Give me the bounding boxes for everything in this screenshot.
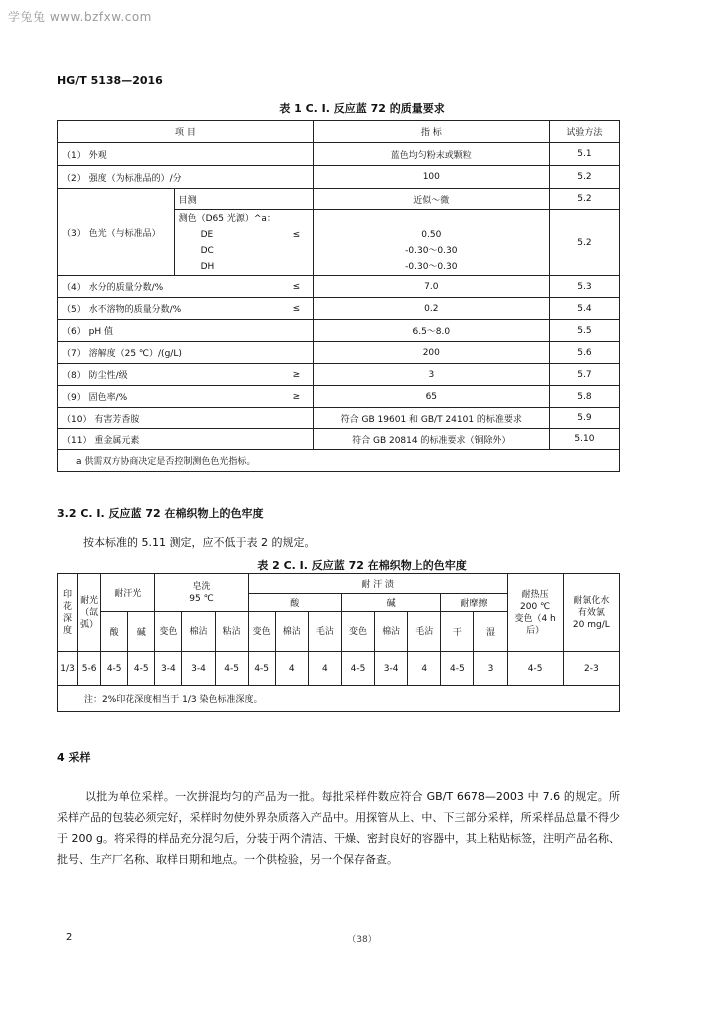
row-method: 5.9 — [549, 408, 619, 429]
table-row — [58, 298, 620, 320]
row-method: 5.1 — [549, 143, 619, 166]
row-method: 5.2 — [549, 166, 619, 189]
row-no: （3） — [62, 228, 86, 239]
shade-op: ≤ — [292, 229, 301, 240]
table2-header-row-1 — [58, 574, 620, 594]
shade-measure-method: 5.2 — [549, 210, 619, 276]
header-wash-stain-viscose: 粘沾 — [215, 612, 248, 652]
table1-header-row — [58, 121, 620, 143]
row-spec: 6.5～8.0 — [313, 320, 549, 342]
cell-value: 3 — [474, 652, 507, 686]
cell-value: 4 — [275, 652, 308, 686]
cell-value: 3-4 — [182, 652, 215, 686]
header-spec: 指 标 — [313, 121, 549, 143]
cell-value: 4-5 — [128, 652, 155, 686]
table-row — [58, 408, 620, 429]
table-row — [58, 166, 620, 189]
table-row — [58, 276, 620, 298]
row-spec: 0.2 — [313, 298, 549, 320]
row-no: （9） — [62, 393, 86, 403]
header-item: 项 目 — [58, 121, 314, 143]
cell-value: 4-5 — [215, 652, 248, 686]
header-alkali-change: 变色 — [341, 612, 374, 652]
header-acid-stain-cotton: 棉沾 — [275, 612, 308, 652]
row-item: 有害芳香胺 — [94, 414, 140, 425]
table-row — [58, 364, 620, 386]
table-row — [58, 320, 620, 342]
row-method: 5.4 — [549, 298, 619, 320]
shade-visual-method: 5.2 — [549, 189, 619, 210]
cell-value: 4-5 — [101, 652, 128, 686]
header-perspiration-acid: 酸 — [248, 594, 341, 612]
row-item: pH 值 — [88, 327, 113, 337]
cell-value: 2-3 — [563, 652, 619, 686]
table-row — [58, 386, 620, 408]
cell-value: 4-5 — [441, 652, 474, 686]
row-op: ≥ — [280, 364, 313, 386]
row-spec: 蓝色均匀粉末或颗粒 — [313, 143, 549, 166]
row-no: （10） — [62, 414, 92, 425]
cell-value: 4-5 — [248, 652, 275, 686]
table-row — [58, 143, 620, 166]
row-spec: 3 — [313, 364, 549, 386]
row-method: 5.8 — [549, 386, 619, 408]
header-alkali: 碱 — [128, 612, 155, 652]
cell-value: 4-5 — [341, 652, 374, 686]
row-spec: 65 — [313, 386, 549, 408]
shade-visual-spec: 近似～微 — [313, 189, 549, 210]
header-sweat-light: 耐汗光 — [101, 574, 155, 612]
cell-value: 3-4 — [155, 652, 182, 686]
row-no: （8） — [62, 371, 86, 381]
color-fastness-table — [57, 573, 620, 712]
shade-visual-row — [58, 189, 620, 210]
row-item: 外观 — [88, 150, 107, 161]
row-method: 5.5 — [549, 320, 619, 342]
row-no: （5） — [62, 305, 86, 315]
row-item: 水不溶物的质量分数/% — [88, 305, 182, 315]
header-wash-stain-cotton: 棉沾 — [182, 612, 215, 652]
shade-dc-label: DC — [200, 245, 214, 256]
header-acid-stain-wool: 毛沾 — [308, 612, 341, 652]
header-chlorine: 耐氯化水 有效氯 20 mg/L — [563, 574, 619, 652]
table2-caption: 表 2 C. I. 反应蓝 72 在棉织物上的色牢度 — [257, 559, 467, 572]
row-item: 重金属元素 — [94, 435, 140, 446]
row-method: 5.6 — [549, 342, 619, 364]
section-3-2-text: 按本标准的 5.11 测定，应不低于表 2 的规定。 — [83, 536, 316, 549]
cell-value: 4-5 — [507, 652, 563, 686]
header-alkali-stain-cotton: 棉沾 — [375, 612, 408, 652]
table1-footnote-row — [58, 450, 620, 472]
row-spec: 100 — [313, 166, 549, 189]
row-item: 防尘性/级 — [88, 371, 128, 381]
header-rub-dry: 干 — [441, 612, 474, 652]
table1-caption: 表 1 C. I. 反应蓝 72 的质量要求 — [279, 102, 445, 115]
row-method: 5.7 — [549, 364, 619, 386]
watermark: 学兔兔 www.bzfxw.com — [8, 10, 152, 24]
header-wash: 皂洗 95 ℃ — [155, 574, 248, 612]
cell-value: 3-4 — [375, 652, 408, 686]
row-item: 强度（为标准品的）/分 — [88, 173, 182, 184]
shade-de-spec: 0.50 — [421, 229, 442, 240]
standard-number: HG/T 5138—2016 — [57, 74, 163, 87]
table1-footnote: a 供需双方协商决定是否控制测色色光指标。 — [58, 450, 620, 472]
header-alkali-stain-wool: 毛沾 — [408, 612, 441, 652]
row-no: （1） — [62, 150, 86, 161]
row-no: （4） — [62, 283, 86, 293]
row-no: （7） — [62, 349, 86, 359]
table-row — [58, 342, 620, 364]
header-print-depth: 印花深度 — [58, 574, 78, 652]
shade-dc-spec: -0.30～0.30 — [405, 245, 458, 256]
row-op: ≤ — [280, 276, 313, 298]
table-row — [58, 429, 620, 450]
table2-note-row — [58, 686, 620, 712]
row-spec: 200 — [313, 342, 549, 364]
row-op: ≤ — [280, 298, 313, 320]
row-item: 溶解度（25 ℃）/(g/L) — [88, 349, 182, 359]
table2-values-row — [58, 652, 620, 686]
header-acid: 酸 — [101, 612, 128, 652]
header-rub-wet: 湿 — [474, 612, 507, 652]
row-spec: 7.0 — [313, 276, 549, 298]
footer-center: （38） — [347, 935, 377, 945]
shade-visual-label: 目测 — [174, 189, 313, 210]
header-wash-change: 变色 — [155, 612, 182, 652]
header-perspiration-alkali: 碱 — [341, 594, 440, 612]
header-method: 试验方法 — [549, 121, 619, 143]
cell-value: 4 — [408, 652, 441, 686]
cell-value: 1/3 — [58, 652, 78, 686]
header-hot-press: 耐热压 200 ℃ 变色（4 h 后） — [507, 574, 563, 652]
table2-note: 注：2%印花深度相当于 1/3 染色标准深度。 — [58, 686, 620, 712]
cell-value: 5-6 — [78, 652, 101, 686]
row-no: （6） — [62, 327, 86, 337]
row-method: 5.3 — [549, 276, 619, 298]
header-rub: 耐摩擦 — [441, 594, 507, 612]
section-4-heading: 4 采样 — [57, 751, 91, 764]
shade-measure-label: 测色（D65 光源）^a： — [178, 213, 276, 224]
quality-requirements-table — [57, 120, 620, 472]
shade-dh-spec: -0.30～0.30 — [405, 261, 458, 272]
shade-de-label: DE — [200, 229, 214, 240]
row-item: 色光（与标准品） — [88, 228, 161, 239]
row-spec: 符合 GB 20814 的标准要求（铜除外） — [313, 429, 549, 450]
row-no: （11） — [62, 435, 92, 446]
row-item: 固色率/% — [88, 393, 128, 403]
row-op: ≥ — [280, 386, 313, 408]
shade-dh-label: DH — [200, 261, 215, 272]
cell-value: 4 — [308, 652, 341, 686]
section-4-body: 以批为单位采样。一次拼混均匀的产品为一批。每批采样件数应符合 GB/T 6678—2003 中 7.6 的规定。所采样产品的包装必须完好，采样时勿使外界杂质落入产品中。用探管从上、中、下三部分采样，所采样品总量不得少于 200 g。将采得的样品充分混匀后，分装于两个清洁、干燥、密封良好的容器中，其上粘贴标签，注明产品名称、批号、生产厂名称、取样日期和地点。一个供检验，另一个保存备查。 — [57, 790, 620, 866]
page-number: 2 — [66, 932, 73, 943]
row-spec: 符合 GB 19601 和 GB/T 24101 的标准要求 — [313, 408, 549, 429]
header-perspiration: 耐 汗 渍 — [248, 574, 507, 594]
row-method: 5.10 — [549, 429, 619, 450]
section-3-2-heading: 3.2 C. I. 反应蓝 72 在棉织物上的色牢度 — [57, 507, 264, 520]
header-light: 耐光（氙弧） — [78, 574, 101, 652]
row-item: 水分的质量分数/% — [88, 283, 164, 293]
header-acid-change: 变色 — [248, 612, 275, 652]
row-no: （2） — [62, 173, 86, 184]
